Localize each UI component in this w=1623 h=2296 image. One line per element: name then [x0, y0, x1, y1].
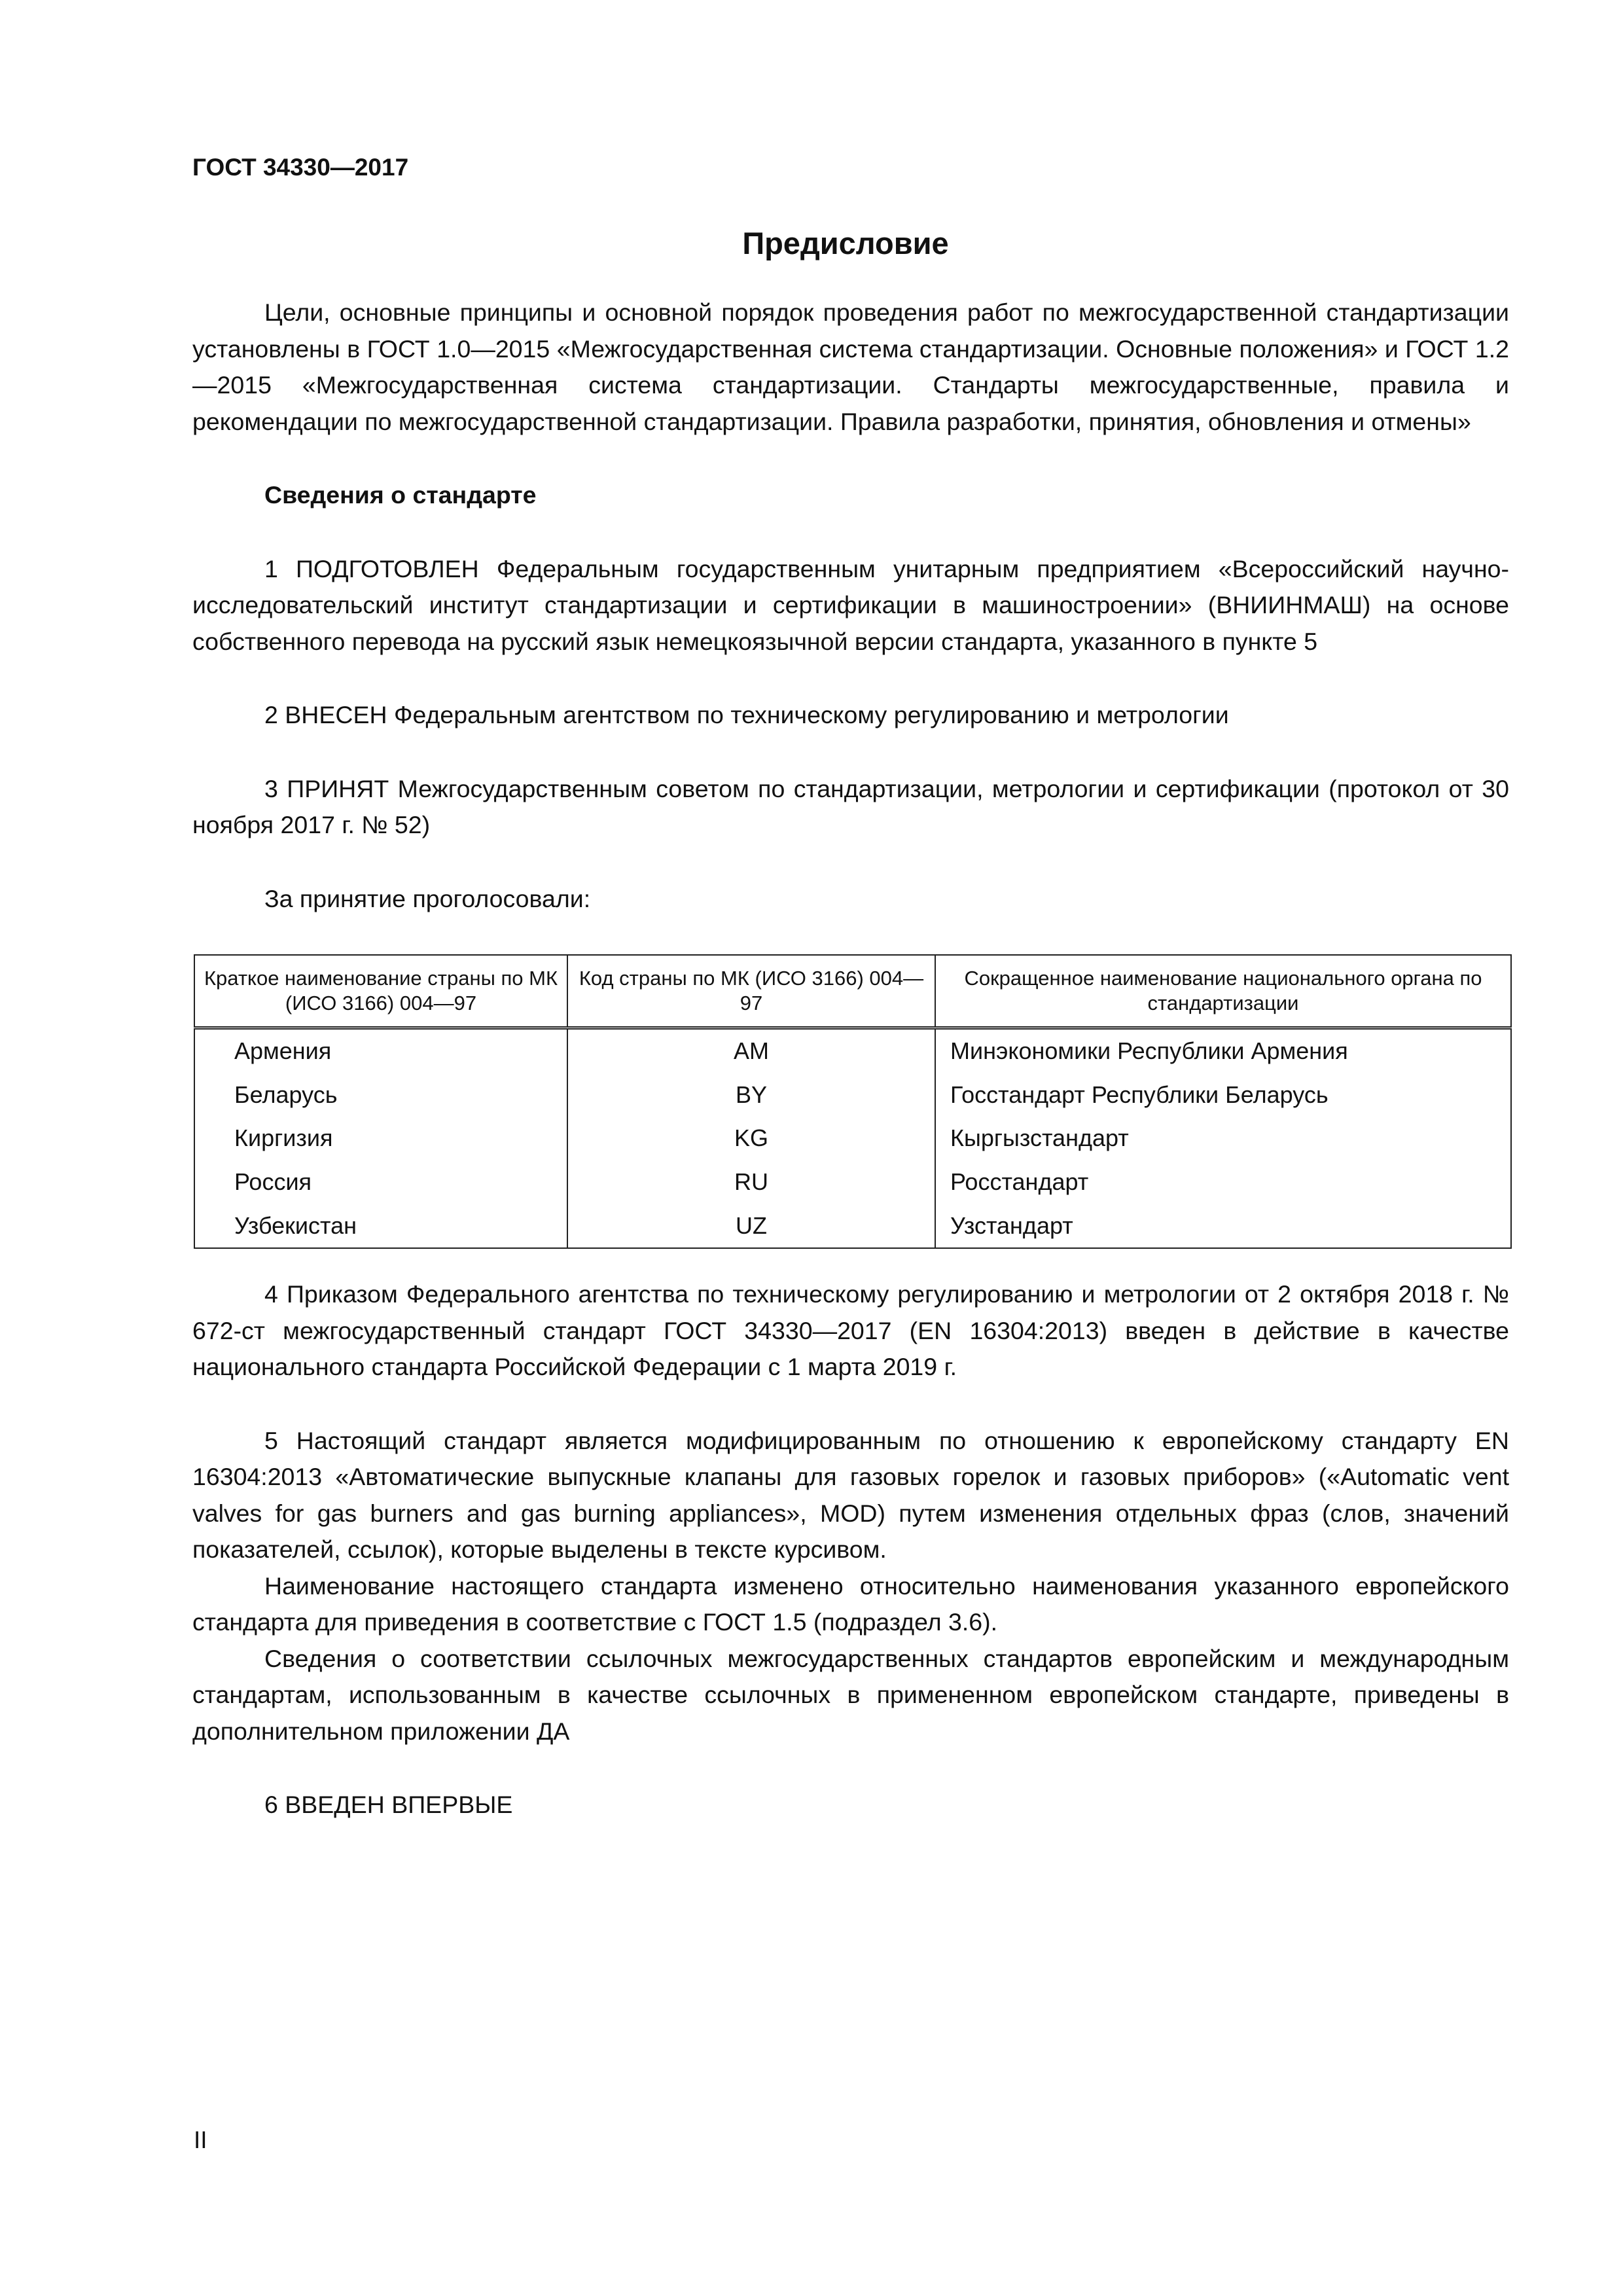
org-cell: Узстандарт — [935, 1204, 1511, 1248]
table-row — [194, 1117, 1511, 1160]
item-5-name-paragraph: Наименование настоящего стандарта изменено относительно наименования указанного европейского стандарта для приведения в соответствие с ГОСТ 1.5 (подраздел 3.6). — [192, 1571, 1509, 1636]
code-cell: KG — [567, 1117, 935, 1160]
code-cell: UZ — [567, 1204, 935, 1248]
item-1-paragraph: 1 ПОДГОТОВЛЕН Федеральным государственным унитарным предприятием «Всероссийский научно-исследовательский институт стандартизации и сертификации в машиностроении» (ВНИИНМАШ) на основе собственного перевода на русский язык немецкоязычной версии стандарта, указанного в пункте 5 — [192, 554, 1509, 655]
table-row — [194, 1028, 1511, 1073]
country-cell: Беларусь — [194, 1073, 567, 1117]
item-5-paragraph: 5 Настоящий стандарт является модифицированным по отношению к европейскому стандарту EN 16304:2013 «Автоматические выпускные клапаны для газовых горелок и газовых приборов» («Automatic vent valves for gas burners and gas burning appliances», MOD) путем изменения отдельных фраз (слов, значений показателей, ссылок), которые выделены в тексте курсивом. — [192, 1426, 1509, 1563]
table-header-row — [194, 955, 1511, 1028]
country-cell: Армения — [194, 1028, 567, 1073]
table-row — [194, 1160, 1511, 1204]
item-2-paragraph: 2 ВНЕСЕН Федеральным агентством по техническому регулированию и метрологии — [264, 701, 1229, 728]
page-number: II — [194, 2126, 207, 2153]
header-country-name: Краткое наименование страны по МК (ИСО 3166) 004—97 — [194, 955, 567, 1028]
voting-table-wrapper — [194, 954, 1510, 1249]
table-row — [194, 1073, 1511, 1117]
header-country-code: Код страны по МК (ИСО 3166) 004—97 — [567, 955, 935, 1028]
intro-paragraph: Цели, основные принципы и основной порядок проведения работ по межгосударственной стандартизации установлены в ГОСТ 1.0—2015 «Межгосударственная система стандартизации. Основные положения» и ГОСТ 1.2—2015 «Межгосударственная система стандартизации. Стандарты межгосударственные, правила и рекомендации по межгосударственной стандартизации. Правила разработки, принятия, обновления и отмены» — [192, 298, 1509, 435]
code-cell: RU — [567, 1160, 935, 1204]
voting-table — [194, 954, 1512, 1249]
country-cell: Киргизия — [194, 1117, 567, 1160]
item-6-paragraph: 6 ВВЕДЕН ВПЕРВЫЕ — [264, 1791, 513, 1818]
item-4-paragraph: 4 Приказом Федерального агентства по техническому регулированию и метрологии от 2 октября 2018 г. № 672-ст межгосударственный стандарт ГОСТ 34330—2017 (EN 16304:2013) введен в действие в качестве национального стандарта Российской Федерации с 1 марта 2019 г. — [192, 1280, 1509, 1380]
table-row — [194, 1204, 1511, 1248]
item-3-paragraph: 3 ПРИНЯТ Межгосударственным советом по стандартизации, метрологии и сертификации (протокол от 30 ноября 2017 г. № 52) — [192, 774, 1509, 838]
org-cell: Минэкономики Республики Армения — [935, 1028, 1511, 1073]
page-title: Предисловие — [742, 226, 949, 260]
item-5-references-paragraph: Сведения о соответствии ссылочных межгосударственных стандартов европейским и международным стандартам, использованным в качестве ссылочных в примененном европейском стандарте, приведены в дополнительном приложении ДА — [192, 1644, 1509, 1745]
code-cell: AM — [567, 1028, 935, 1073]
org-cell: Госстандарт Республики Беларусь — [935, 1073, 1511, 1117]
section-heading: Сведения о стандарте — [264, 481, 537, 509]
country-cell: Россия — [194, 1160, 567, 1204]
org-cell: Росстандарт — [935, 1160, 1511, 1204]
country-cell: Узбекистан — [194, 1204, 567, 1248]
intro-block — [192, 295, 1509, 917]
header-standards-body: Сокращенное наименование национального органа по стандартизации — [935, 955, 1511, 1028]
code-cell: BY — [567, 1073, 935, 1117]
org-cell: Кыргызстандарт — [935, 1117, 1511, 1160]
vote-intro-text: За принятие проголосовали: — [264, 884, 591, 912]
post-table-block — [192, 1276, 1509, 1823]
document-code-header: ГОСТ 34330—2017 — [192, 154, 409, 181]
